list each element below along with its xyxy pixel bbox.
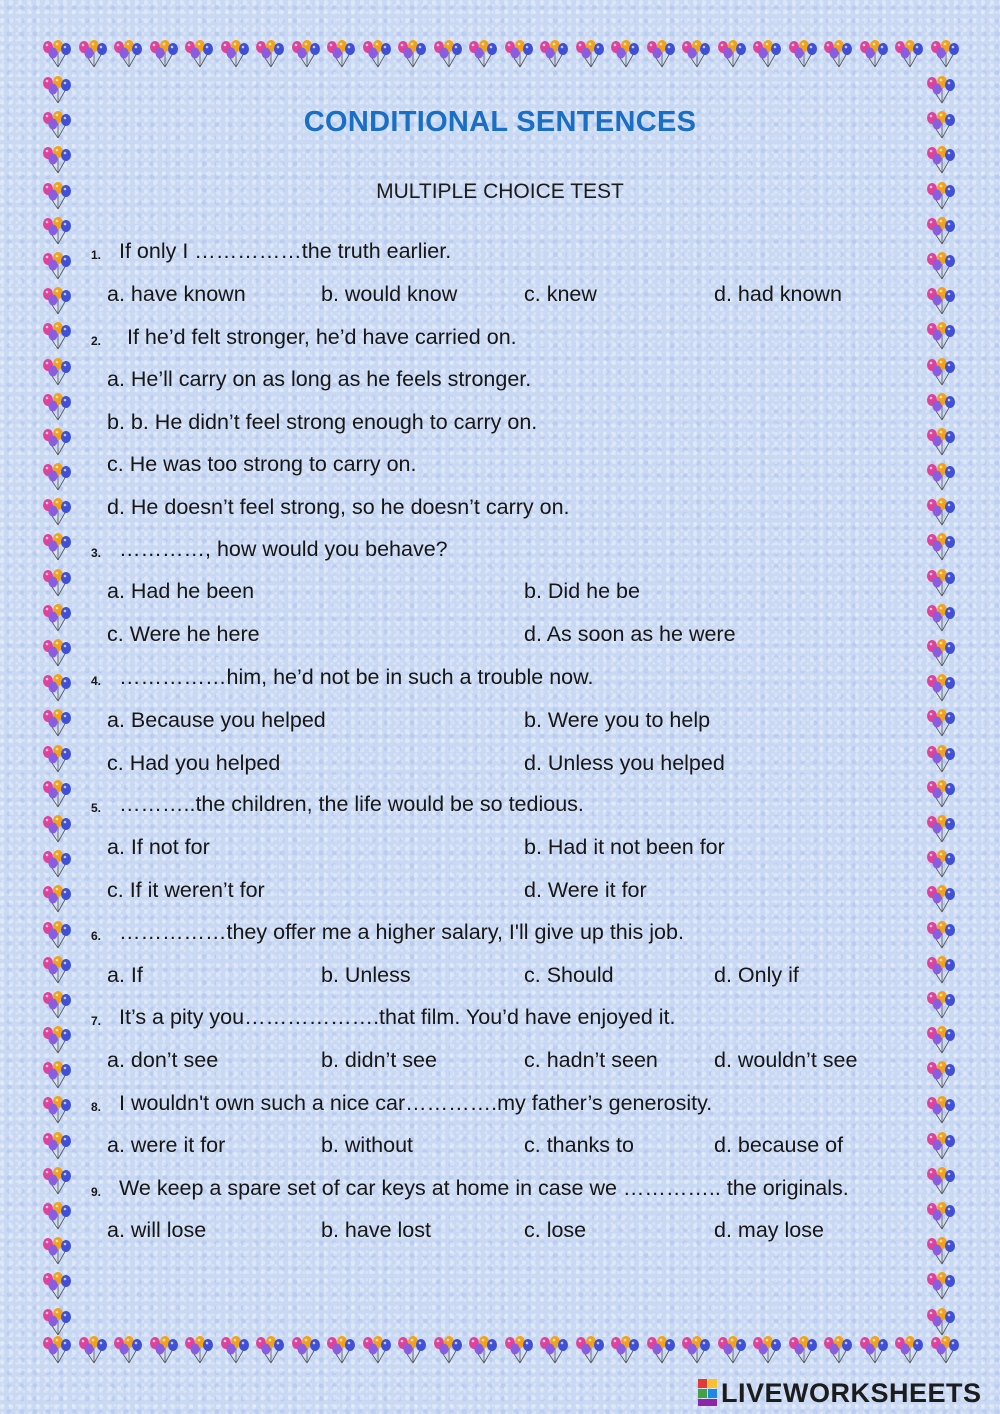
option-c[interactable]: c. hadn’t seen: [524, 1048, 658, 1072]
question-text: If he’d felt stronger, he’d have carried on.: [127, 325, 517, 349]
balloon-icon: [147, 40, 179, 68]
balloon-icon: [431, 1336, 463, 1364]
balloon-icon: [40, 991, 72, 1019]
balloon-icon: [924, 252, 956, 280]
balloon-icon: [786, 40, 818, 68]
option-d[interactable]: d. because of: [714, 1133, 844, 1157]
question-text: …………, how would you behave?: [119, 537, 448, 561]
balloon-icon: [924, 1272, 956, 1300]
balloon-icon: [502, 1336, 534, 1364]
question-text: ………..the children, the life would be so tedious.: [119, 792, 584, 816]
balloon-icon: [924, 745, 956, 773]
balloon-icon: [40, 921, 72, 949]
option-c[interactable]: c. lose: [524, 1218, 587, 1242]
balloon-icon: [537, 1336, 569, 1364]
balloon-icon: [253, 40, 285, 68]
option-c[interactable]: c. Had you helped: [107, 751, 281, 775]
balloon-icon: [821, 40, 853, 68]
balloon-icon: [40, 885, 72, 913]
option-b[interactable]: b. without: [321, 1133, 414, 1157]
balloon-icon: [40, 1272, 72, 1300]
balloon-icon: [857, 1336, 889, 1364]
balloon-icon: [924, 815, 956, 843]
balloon-icon: [715, 1336, 747, 1364]
balloon-icon: [924, 393, 956, 421]
balloon-icon: [218, 40, 250, 68]
balloon-icon: [40, 604, 72, 632]
balloon-border-top: [40, 40, 960, 76]
balloon-icon: [502, 40, 534, 68]
balloon-icon: [431, 40, 463, 68]
balloon-icon: [924, 639, 956, 667]
question-text: We keep a spare set of car keys at home in case we ………….. the originals.: [119, 1176, 849, 1200]
page-subtitle: MULTIPLE CHOICE TEST: [376, 180, 624, 203]
balloon-icon: [360, 40, 392, 68]
option-b[interactable]: b. Were you to help: [524, 708, 711, 732]
balloon-icon: [289, 1336, 321, 1364]
balloon-icon: [40, 745, 72, 773]
balloon-icon: [924, 533, 956, 561]
balloon-icon: [573, 1336, 605, 1364]
balloon-icon: [924, 674, 956, 702]
option-a[interactable]: a. If: [107, 963, 143, 987]
balloon-icon: [924, 358, 956, 386]
question-number: 2.: [91, 334, 102, 348]
balloon-icon: [644, 40, 676, 68]
balloon-icon: [40, 463, 72, 491]
balloon-icon: [40, 1132, 72, 1160]
balloon-icon: [40, 850, 72, 878]
balloon-icon: [40, 146, 72, 174]
balloon-icon: [40, 498, 72, 526]
option-b[interactable]: b. Had it not been for: [524, 835, 725, 859]
balloon-icon: [182, 40, 214, 68]
balloon-icon: [40, 358, 72, 386]
balloon-icon: [40, 1308, 72, 1336]
balloon-icon: [218, 1336, 250, 1364]
balloon-icon: [928, 40, 960, 68]
option-a[interactable]: a. were it for: [107, 1133, 226, 1157]
option-a[interactable]: a. Because you helped: [107, 708, 326, 732]
option-a[interactable]: a. don’t see: [107, 1048, 219, 1072]
balloon-icon: [40, 40, 72, 68]
balloon-icon: [821, 1336, 853, 1364]
option-c[interactable]: c. Were he here: [107, 622, 260, 646]
balloon-icon: [857, 40, 889, 68]
option-c[interactable]: c. He was too strong to carry on.: [107, 452, 417, 476]
balloon-icon: [40, 252, 72, 280]
balloon-icon: [924, 780, 956, 808]
balloon-icon: [924, 498, 956, 526]
option-c[interactable]: c. thanks to: [524, 1133, 634, 1157]
balloon-icon: [750, 1336, 782, 1364]
balloon-icon: [466, 40, 498, 68]
balloon-icon: [40, 1336, 72, 1364]
balloon-icon: [40, 780, 72, 808]
balloon-icon: [608, 40, 640, 68]
balloon-icon: [40, 1026, 72, 1054]
balloon-icon: [924, 1308, 956, 1336]
question-number: 7.: [91, 1014, 102, 1028]
balloon-icon: [715, 40, 747, 68]
balloon-icon: [924, 1026, 956, 1054]
balloon-icon: [40, 956, 72, 984]
balloon-icon: [924, 1061, 956, 1089]
balloon-icon: [40, 217, 72, 245]
balloon-icon: [924, 1202, 956, 1230]
option-d[interactable]: d. Unless you helped: [524, 751, 725, 775]
question-text: If only I ……………the truth earlier.: [119, 239, 452, 263]
option-a[interactable]: a. If not for: [107, 835, 210, 859]
balloon-icon: [40, 709, 72, 737]
liveworksheets-logo-text: LIVEWORKSHEETS: [721, 1377, 982, 1408]
balloon-icon: [928, 1336, 960, 1364]
balloon-icon: [750, 40, 782, 68]
balloon-icon: [395, 40, 427, 68]
question-text: ……………him, he’d not be in such a trouble now.: [119, 665, 594, 689]
balloon-icon: [644, 1336, 676, 1364]
balloon-icon: [924, 287, 956, 315]
option-d[interactable]: d. As soon as he were: [524, 622, 736, 646]
balloon-icon: [924, 569, 956, 597]
question-number: 5.: [91, 801, 102, 815]
balloon-icon: [40, 287, 72, 315]
balloon-icon: [786, 1336, 818, 1364]
balloon-icon: [40, 428, 72, 456]
question-number: 9.: [91, 1185, 102, 1199]
balloon-icon: [924, 709, 956, 737]
balloon-icon: [111, 1336, 143, 1364]
page-title: CONDITIONAL SENTENCES: [303, 106, 697, 138]
option-b[interactable]: b. didn’t see: [321, 1048, 437, 1072]
balloon-icon: [924, 76, 956, 104]
question-number: 4.: [91, 674, 102, 688]
question-number: 1.: [91, 248, 102, 262]
balloon-icon: [40, 1167, 72, 1195]
option-d[interactable]: d. Were it for: [524, 878, 647, 902]
question-number: 8.: [91, 1100, 102, 1114]
option-d[interactable]: d. wouldn’t see: [714, 1048, 858, 1072]
balloon-icon: [679, 1336, 711, 1364]
balloon-icon: [573, 40, 605, 68]
balloon-icon: [924, 217, 956, 245]
balloon-icon: [608, 1336, 640, 1364]
balloon-icon: [924, 1237, 956, 1265]
balloon-icon: [395, 1336, 427, 1364]
question-text: I wouldn't own such a nice car………….my father’s generosity.: [119, 1091, 713, 1115]
option-a[interactable]: a. will lose: [107, 1218, 207, 1242]
balloon-icon: [924, 850, 956, 878]
balloon-icon: [924, 322, 956, 350]
balloon-icon: [40, 1202, 72, 1230]
balloon-border-bottom: [40, 1336, 960, 1372]
balloon-icon: [40, 569, 72, 597]
balloon-icon: [253, 1336, 285, 1364]
option-b[interactable]: b. b. He didn’t feel strong enough to carry on.: [107, 410, 538, 434]
balloon-icon: [147, 1336, 179, 1364]
option-d[interactable]: d. may lose: [714, 1218, 824, 1242]
question-text: ……………they offer me a higher salary, I'll give up this job.: [119, 920, 684, 944]
balloon-icon: [40, 1061, 72, 1089]
balloon-icon: [40, 393, 72, 421]
balloon-icon: [924, 1132, 956, 1160]
balloon-icon: [924, 146, 956, 174]
balloon-icon: [40, 1096, 72, 1124]
balloon-icon: [40, 815, 72, 843]
option-c[interactable]: c. Should: [524, 963, 614, 987]
option-a[interactable]: a. Had he been: [107, 579, 255, 603]
balloon-icon: [924, 1096, 956, 1124]
balloon-icon: [40, 639, 72, 667]
question-number: 3.: [91, 546, 102, 560]
balloon-icon: [324, 40, 356, 68]
balloon-icon: [466, 1336, 498, 1364]
option-b[interactable]: b. have lost: [321, 1218, 431, 1242]
balloon-border-right: [924, 76, 960, 1336]
balloon-icon: [111, 40, 143, 68]
balloon-icon: [360, 1336, 392, 1364]
question-text: It’s a pity you……………….that film. You’d have enjoyed it.: [119, 1005, 676, 1029]
balloon-icon: [76, 1336, 108, 1364]
option-c[interactable]: c. knew: [524, 282, 597, 306]
balloon-icon: [924, 991, 956, 1019]
balloon-icon: [892, 1336, 924, 1364]
balloon-icon: [76, 40, 108, 68]
option-d[interactable]: d. He doesn’t feel strong, so he doesn’t carry on.: [107, 495, 570, 519]
liveworksheets-logo-icon: [698, 1379, 718, 1407]
option-d[interactable]: d. Only if: [714, 963, 799, 987]
liveworksheets-logo[interactable]: [698, 1377, 982, 1409]
balloon-icon: [182, 1336, 214, 1364]
balloon-icon: [892, 40, 924, 68]
balloon-icon: [924, 885, 956, 913]
option-b[interactable]: b. Did he be: [524, 579, 640, 603]
balloon-icon: [289, 40, 321, 68]
question-number: 6.: [91, 929, 102, 943]
option-b[interactable]: b. Unless: [321, 963, 411, 987]
balloon-icon: [924, 921, 956, 949]
option-a[interactable]: a. He’ll carry on as long as he feels stronger.: [107, 367, 532, 391]
option-a[interactable]: a. have known: [107, 282, 246, 306]
balloon-icon: [324, 1336, 356, 1364]
balloon-icon: [924, 463, 956, 491]
option-c[interactable]: c. If it weren’t for: [107, 878, 265, 902]
balloon-border-left: [40, 76, 76, 1336]
balloon-icon: [40, 533, 72, 561]
option-d[interactable]: d. had known: [714, 282, 842, 306]
balloon-icon: [537, 40, 569, 68]
balloon-icon: [924, 956, 956, 984]
balloon-icon: [924, 604, 956, 632]
balloon-icon: [40, 76, 72, 104]
option-b[interactable]: b. would know: [321, 282, 458, 306]
balloon-icon: [40, 1237, 72, 1265]
balloon-icon: [924, 1167, 956, 1195]
balloon-icon: [924, 428, 956, 456]
balloon-icon: [40, 674, 72, 702]
balloon-icon: [40, 322, 72, 350]
balloon-icon: [679, 40, 711, 68]
